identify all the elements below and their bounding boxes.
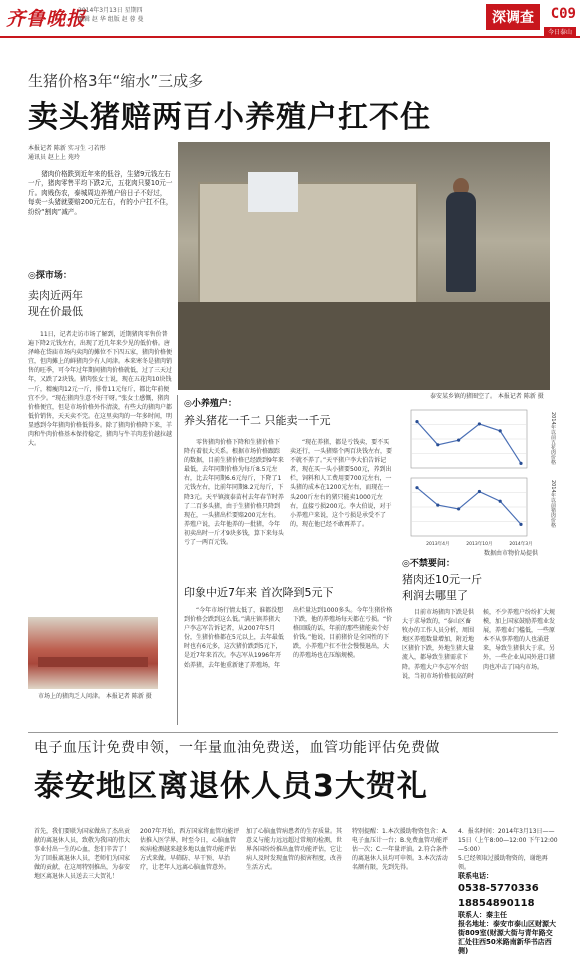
registration-time: 4．报名时间：2014年3月13日——15日（上午8:00—12:00 下午12:00—5:00） <box>458 828 558 853</box>
publication-date: 2014年3月13日 星期四 <box>78 7 143 14</box>
column-rule <box>177 395 178 725</box>
chart-caption: 数据由市物价局提供 <box>484 550 539 557</box>
article-headline: 卖头猪赔两百小养殖户扛不住 <box>28 100 431 135</box>
section2-title: 养头猪花一千二 只能卖一千元 <box>184 414 331 427</box>
chart-series-label-0: 2014年以前五花肉价格 <box>550 412 556 465</box>
price-chart-svg <box>399 408 559 548</box>
section1-tag: ◎探市场： <box>28 271 72 281</box>
chart-point <box>457 439 460 442</box>
section2-text-a: 零售猪肉价格下降和生猪价格下降有着很大关系。根据市场价格跟踪的数据，目前生猪价格已经跌到9年来最低，去年同期价格为每斤8.5元左右，比去年同期6.6元每斤，下降了1元钱左右，比前年同期8.2元每斤，下降3元。天平镇渡泰苗村去年春节时养了二百多头猪，由于生猪价格只降到现在，一头猪出栏要赔200元左右。养殖户说，去年他养的一批猪，今年初卖出时一斤才9块多钱，算下来每头亏了一两百元钱。 <box>184 439 284 547</box>
farmer-figure <box>446 192 476 292</box>
masthead <box>0 0 580 38</box>
ad-column-4: 特别提醒：1.本次援助物资包含：A.电子血压计一台；B.免费血管功能评估一次；C.一年量评油。2.符合条件的离退休人员均可申领。3.本次活动名额有限，先到先得。 <box>352 828 449 871</box>
phone-number-1[interactable]: 0538-5770336 <box>458 883 539 894</box>
hotline-label: 联系电话： <box>458 872 493 880</box>
staff-line: 编辑 赵 华 组版 赵 蓉 曼 <box>78 16 144 23</box>
ad-column-3: 加了心脑血管病患者的生存质量。其意义与能力远远超过常规的检测，世界各国纷纷推出血管功能评估，它让病人及时发现血管的损害程度，改善生活方式。 <box>246 828 343 871</box>
chart-point <box>457 507 460 510</box>
chart-point <box>519 523 522 526</box>
window <box>248 172 298 212</box>
chart-point <box>415 420 418 423</box>
article-byline: 本报记者 陈新 实习生 刁若彤 通讯员 赵上上 苑玲 <box>28 145 106 161</box>
main-photo <box>178 142 550 390</box>
lead-paragraph: 猪肉价格跌到近年来的低谷，生猪9元钱左右一斤，猪肉零售平均下跌2元，五花肉只要10元一斤。肉贱伤农，泰城周边养殖户倍日子不好过，每卖一头猪就要赔200元左右，有的小户扛不住，纷纷“割肉”减产。 <box>28 170 173 216</box>
meat-counter <box>38 657 148 667</box>
chart-point <box>499 429 502 432</box>
pen-floor <box>178 302 550 390</box>
chart-point <box>436 443 439 446</box>
contact-person: 联系人：秦主任 <box>458 911 507 919</box>
registration-note: 5.已经领取过援助物资的，谢绝再领。 <box>458 855 548 871</box>
registration-address: 报名地址：泰安市泰山区财源大街809室(财源大街与青年路交汇处往西50米路南新华书店西侧) <box>458 920 556 955</box>
chart-x-tick-label: 2013年4月 <box>426 542 450 547</box>
section2-tag: ◎小养殖户： <box>184 399 237 409</box>
advertisement-section <box>28 732 558 974</box>
ad-title: 泰安地区离退休人员3大贺礼 <box>34 769 428 804</box>
date-line <box>78 6 143 24</box>
chart-x-tick-label: 2013年10月 <box>466 542 493 547</box>
chart-point <box>415 486 418 489</box>
section4-title: 猪肉还10元一斤 利润去哪里了 <box>402 573 482 602</box>
section-title: 深调查 <box>486 4 540 30</box>
ad-column-5 <box>458 827 558 971</box>
chart-point <box>499 500 502 503</box>
price-chart <box>399 408 559 548</box>
ad-column-2: 2007年开始，西方国家将血管功能评估推入医学界，时至今日，心脑血管疾病检测越来越多地以血管功能评估方式来做。早筛防、早干预、早治疗，让老年人远离心脑血管意外。 <box>140 828 240 871</box>
ad-column-1: 首先，我们要联为国家做出了杰出贡献的离退休人员，致敬为我国的伟大事业付出一生的心血，您们辛苦了！为了回报离退休人员，老师们为国家做的贡献，在这周特别推出，为泰安地区离退休人员送去三大贺礼！ <box>34 828 131 880</box>
market-photo-caption: 市场上的猪肉乏人问津。 本报记者 陈新 摄 <box>38 693 152 700</box>
chart-series-label-1: 2014年以前猪肉价格 <box>550 480 556 528</box>
section1-text: 11日，记者走访市场了解到，近期猪肉零售价普遍下降2元钱左右，出现了近几年来少见的低价格。唐泽峰在岱庙市场内卖肉的摊位不下四五家，猪肉价格便宜，但肉摊上的鲜猪肉少有人问津。本来寒冬是猪肉销售的旺季，可今年过年期间猪肉价格就低，过了三天过年，又跌了2块钱。猪肉张女士说，现在五花肉10块钱一斤，精瘦肉12元一斤，排骨11元每斤，都比年前便宜不少。“现在猪肉生意不好干呀。”张女士感慨，猪肉价格便宜，但是市场价格外作清淡，有些大的猪肉户都低价销售，天天卖不完。在这里卖肉的一年多时间，明显感到今年猪肉价格低得多。除了猪肉价格降下来，羊肉和牛肉价格基本保持稳定，猪肉与牛羊肉差价越拉越大。 <box>28 331 173 448</box>
article-kicker: 生猪价格3年“缩水”三成多 <box>28 72 204 90</box>
chart-point <box>478 422 481 425</box>
market-photo <box>28 617 158 689</box>
main-photo-caption: 泰安某乡镇的猪圈空了。 本报记者 陈新 摄 <box>430 393 544 400</box>
section4-text: 目前市场猪肉下跌是供大于求导致的，“泰山区畜牧办的工作人员分析，周围地区养殖数量增加，附近地区猪价下跌，外地生猪大量流入，都导致生猪需求下降。养殖大户李志军介绍说，当初市场价格很高的时候，不少养殖户纷纷扩大规模，加上国家鼓励养殖业发展，养殖业门槛低，一些原本不从事养殖的人也涌进来，导致生猪供大于求。另外，一些企业从国外进口猪肉也冲击了国内市场。 <box>402 609 556 680</box>
ad-kicker: 电子血压计免费申领，一年量血油免费送，血管功能评估免费做 <box>34 740 440 756</box>
section2-text-b: “现在养猪，都是亏钱卖，要不买卖还行，一头猪赔个两百块钱左右，要不就不养了。”天平猪户李大伯告诉记者，现在买一头小猪要500元，养到出栏，饲料和人工费用要700元左右，一头猪的成本在1200元左右，而现在一头200斤左右的猪只能卖1000元左右，直接亏损200元。李大伯说，对于小养殖户来说，这个亏损是承受不了的，现在他已经不敢再养了。 <box>290 439 393 528</box>
section1-title: 卖肉近两年 现在价最低 <box>28 289 83 318</box>
newspaper-logo: 齐鲁晚报 <box>6 8 87 30</box>
page-number: C09 <box>550 6 576 22</box>
chart-point <box>519 462 522 465</box>
section3-title: 印象中近7年来 首次降到5元下 <box>184 586 334 599</box>
chart-point <box>436 503 439 506</box>
chart-point <box>478 490 481 493</box>
phone-number-2[interactable]: 18854890118 <box>458 898 535 909</box>
section4-tag: ◎不禁要问： <box>402 559 455 569</box>
chart-x-tick-label: 2014年3月 <box>509 542 533 547</box>
section-sub-tag: 今日泰山 <box>544 27 576 36</box>
section3-text: “今年市场行情太低了，谁都没想到价格会跌到这么低。”满庄镇养猪大户李志军告诉记者，从2007年5月份，生猪价格都在5元以上，去年最低时也有6元多，这次猪价跌到5元下，是近7年来首次。李志军从1996年开始养猪，去年他重新建了养殖场，年出栏量达到1000多头。今年生猪价格下跌，他的养殖场每天都在亏损。“价格回暖的话，年前的那些猪能卖个好价钱。”他说，目前猪价是全国性的下跌，小养殖户扛不住会慢慢退出，大的养殖场也在压缩规模。 <box>184 607 393 669</box>
